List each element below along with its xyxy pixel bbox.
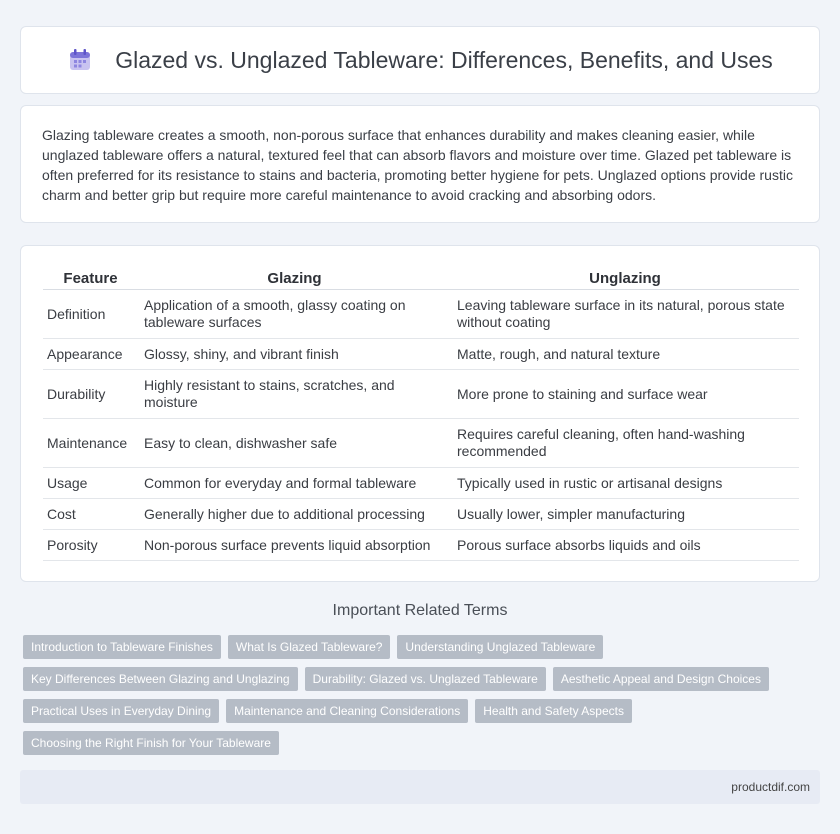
unglazing-cell: Requires careful cleaning, often hand-washing recommended xyxy=(451,419,799,468)
table-row xyxy=(43,468,799,499)
glazing-cell: Non-porous surface prevents liquid absorption xyxy=(138,530,451,561)
related-term-tag[interactable]: Aesthetic Appeal and Design Choices xyxy=(553,667,769,691)
intro-section xyxy=(20,105,820,223)
page-header xyxy=(20,26,820,94)
unglazing-cell: More prone to staining and surface wear xyxy=(451,370,799,419)
unglazing-cell: Leaving tableware surface in its natural, porous state without coating xyxy=(451,290,799,339)
footer-site-link[interactable]: productdif.com xyxy=(731,780,810,794)
footer xyxy=(20,770,820,804)
header-feature: Feature xyxy=(43,266,138,290)
intro-text: Glazing tableware creates a smooth, non-porous surface that enhances durability and makes cleaning easier, while unglazed tableware offers a natural, textured feel that can absorb flavors and moisture over time. Glazed pet tableware is often preferred for its resistance to stains and bacteria, promoting better hygiene for pets. Unglazed options provide rustic charm and better grip but require more careful maintenance to avoid cracking and absorbing odors. xyxy=(42,127,793,203)
related-term-tag[interactable]: Durability: Glazed vs. Unglazed Tableware xyxy=(305,667,546,691)
unglazing-cell: Porous surface absorbs liquids and oils xyxy=(451,530,799,561)
unglazing-cell: Matte, rough, and natural texture xyxy=(451,339,799,370)
table-row xyxy=(43,499,799,530)
table-row xyxy=(43,530,799,561)
glazing-cell: Application of a smooth, glassy coating on tableware surfaces xyxy=(138,290,451,339)
related-term-tag[interactable]: Practical Uses in Everyday Dining xyxy=(23,699,219,723)
header-unglazing: Unglazing xyxy=(451,266,799,290)
unglazing-cell: Usually lower, simpler manufacturing xyxy=(451,499,799,530)
related-term-tag[interactable]: Choosing the Right Finish for Your Tableware xyxy=(23,731,279,755)
feature-cell: Appearance xyxy=(43,339,138,370)
table-row xyxy=(43,290,799,339)
glazing-cell: Highly resistant to stains, scratches, and moisture xyxy=(138,370,451,419)
feature-cell: Cost xyxy=(43,499,138,530)
glazing-cell: Generally higher due to additional processing xyxy=(138,499,451,530)
feature-cell: Usage xyxy=(43,468,138,499)
calendar-icon xyxy=(67,47,93,73)
table-row xyxy=(43,419,799,468)
feature-cell: Durability xyxy=(43,370,138,419)
unglazing-cell: Typically used in rustic or artisanal designs xyxy=(451,468,799,499)
glazing-cell: Common for everyday and formal tableware xyxy=(138,468,451,499)
comparison-table-card xyxy=(20,245,820,582)
feature-cell: Porosity xyxy=(43,530,138,561)
related-term-tag[interactable]: Health and Safety Aspects xyxy=(475,699,632,723)
related-term-tag[interactable]: Maintenance and Cleaning Considerations xyxy=(226,699,468,723)
feature-cell: Definition xyxy=(43,290,138,339)
glazing-cell: Glossy, shiny, and vibrant finish xyxy=(138,339,451,370)
header-glazing: Glazing xyxy=(138,266,451,290)
table-row xyxy=(43,339,799,370)
feature-cell: Maintenance xyxy=(43,419,138,468)
glazing-cell: Easy to clean, dishwasher safe xyxy=(138,419,451,468)
page-title: Glazed vs. Unglazed Tableware: Differences, Benefits, and Uses xyxy=(115,46,773,73)
table-row xyxy=(43,370,799,419)
comparison-table xyxy=(43,266,799,561)
related-term-tag[interactable]: Understanding Unglazed Tableware xyxy=(397,635,603,659)
related-terms-list xyxy=(23,635,813,755)
related-term-tag[interactable]: What Is Glazed Tableware? xyxy=(228,635,391,659)
related-terms-title: Important Related Terms xyxy=(332,602,508,619)
related-term-tag[interactable]: Key Differences Between Glazing and Unglazing xyxy=(23,667,298,691)
related-term-tag[interactable]: Introduction to Tableware Finishes xyxy=(23,635,221,659)
